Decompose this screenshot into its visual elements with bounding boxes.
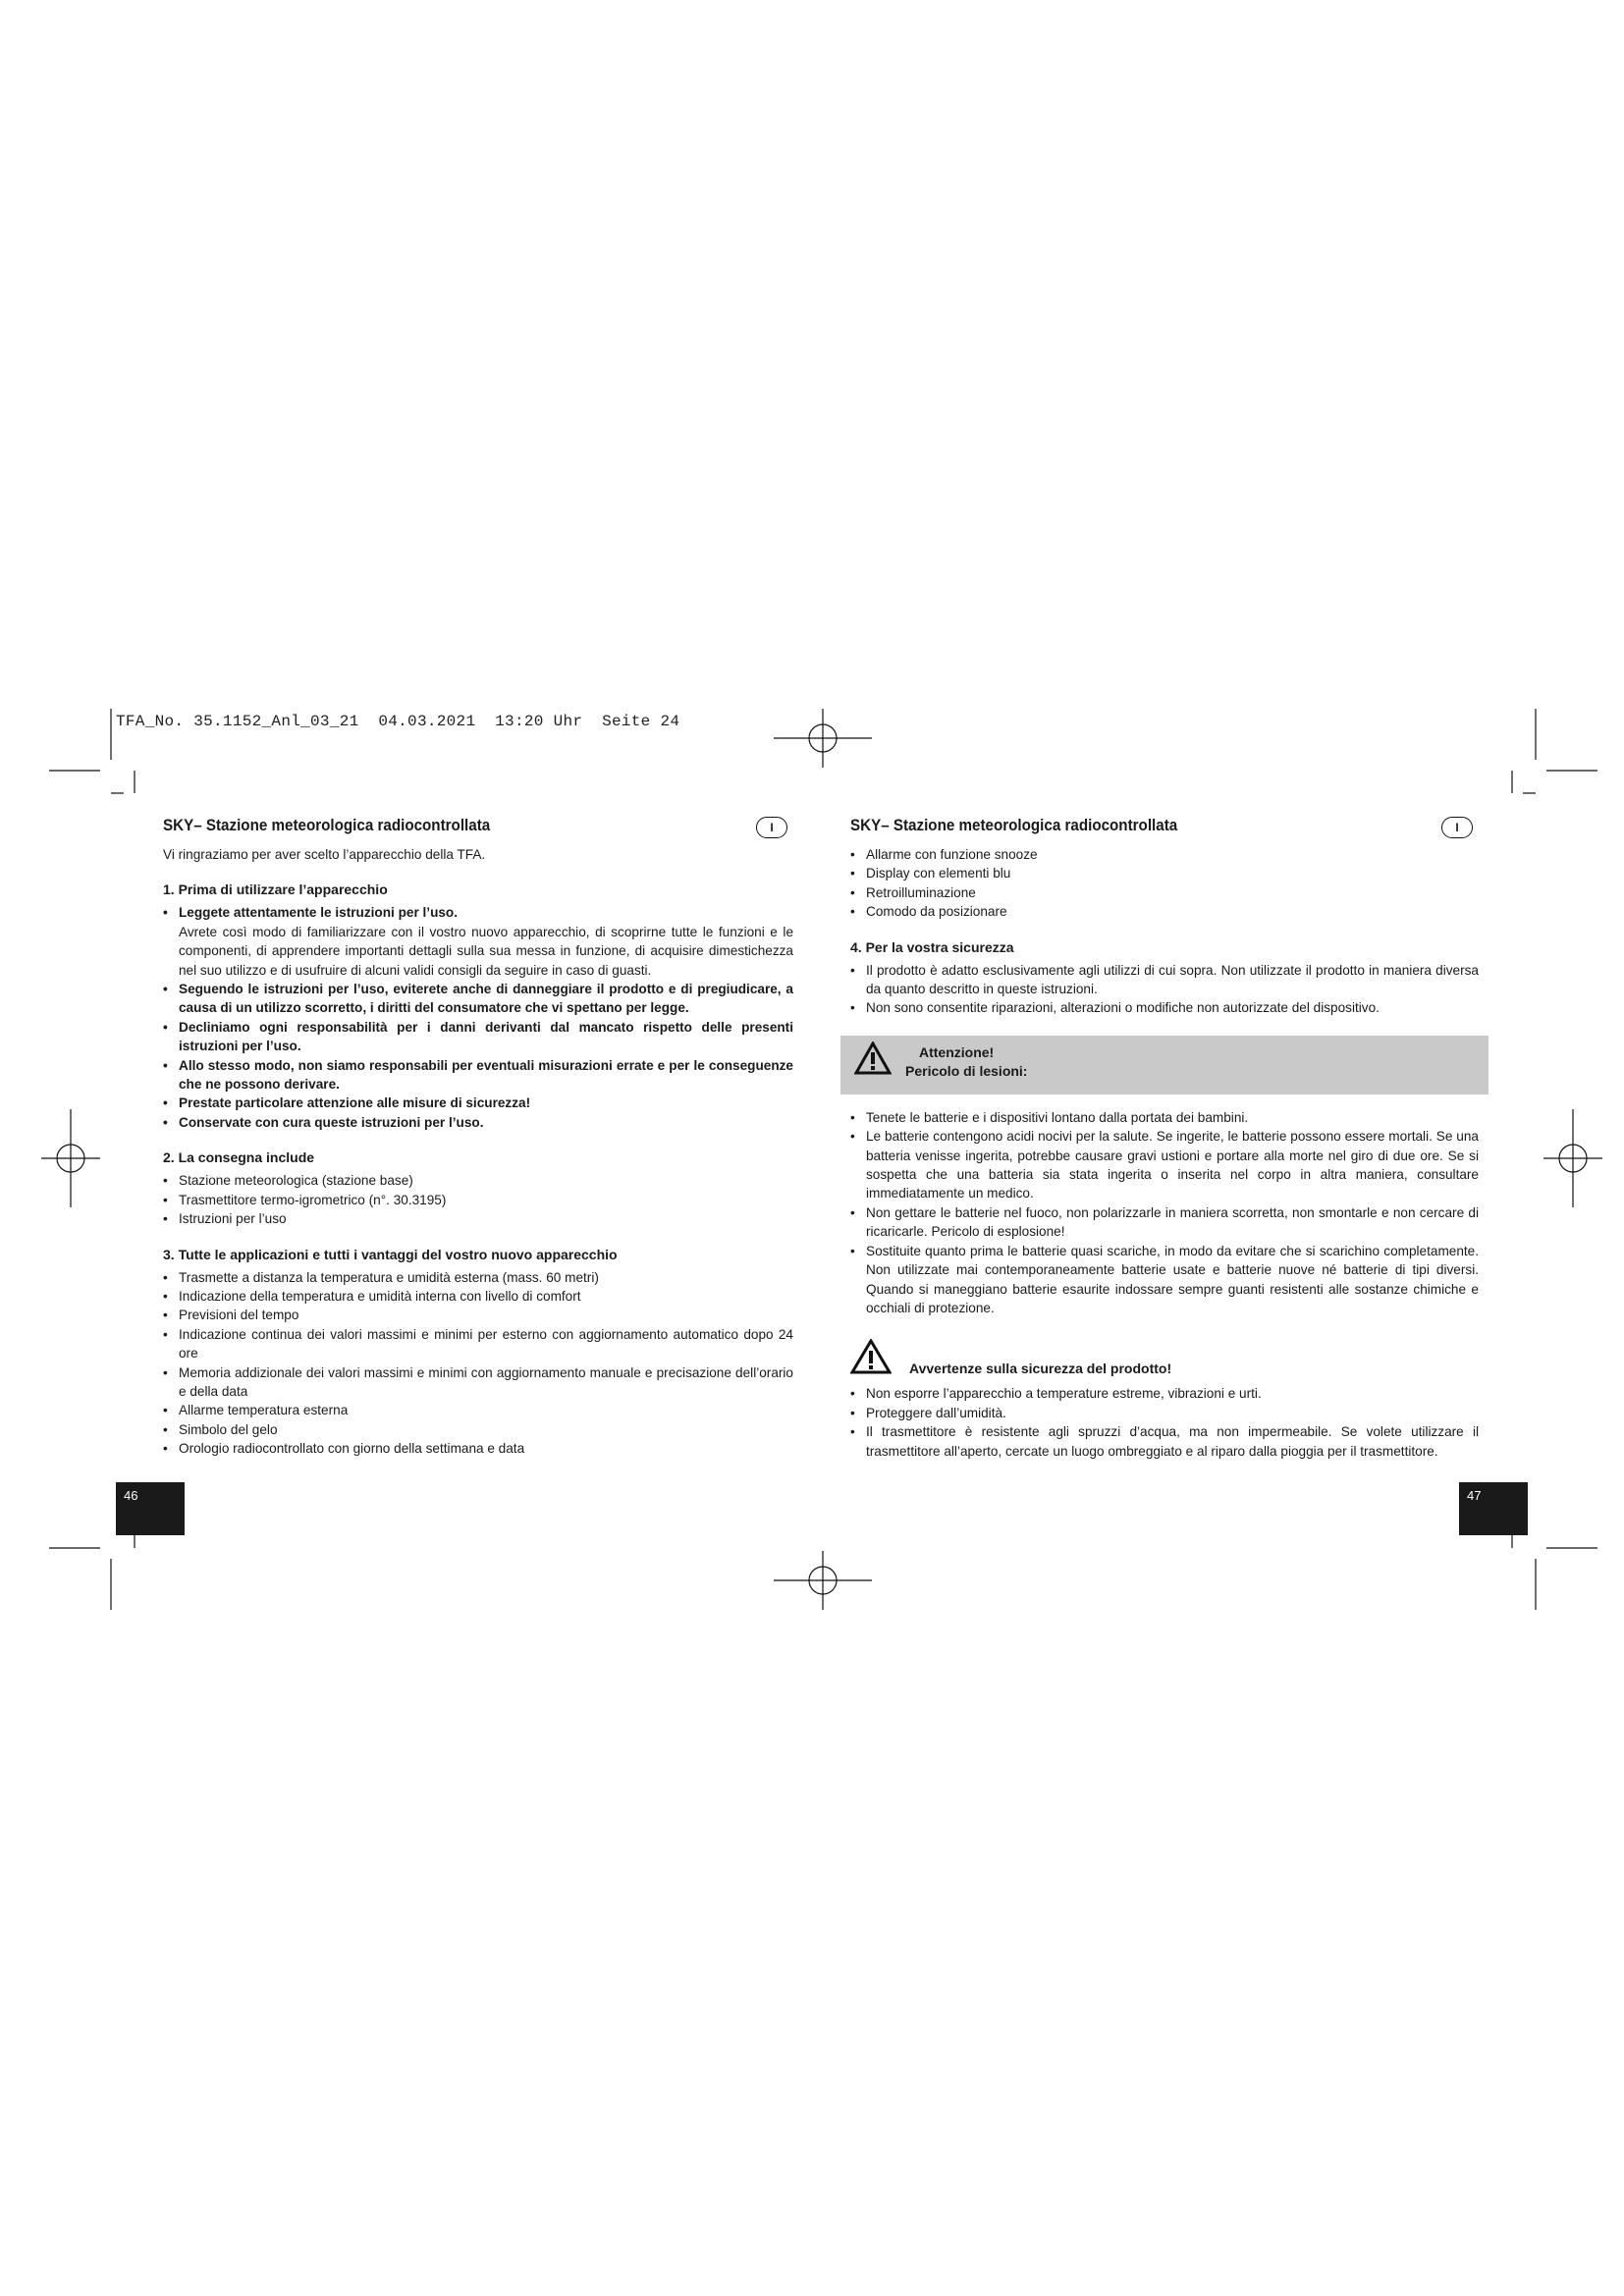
list-item: • Previsioni del tempo [163,1306,793,1324]
list-item: • Conservate con cura queste istruzioni per l’uso. [163,1113,793,1132]
list-item: • Le batterie contengono acidi nocivi per la salute. Se ingerite, le batterie possono essere mortali. Se una batteria venisse ingerita, potrebbe causare gravi ustioni e portare alla morte nel giro di due ore. Se si sospetta che una batteria sia stata ingerita o inserita nel corpo in altra maniera, consultare immediatamente un medico. [850,1127,1479,1203]
list-item: • Leggete attentamente le istruzioni per l’uso. [163,903,793,922]
features-continued-list [850,845,1479,922]
page-number-right: 47 [1459,1482,1528,1535]
list-item: • Trasmette a distanza la temperatura e umidità esterna (mass. 60 metri) [163,1268,793,1287]
list-item: • Non esporre l’apparecchio a temperature estreme, vibrazioni e urti. [850,1384,1479,1403]
list-item: • Indicazione continua dei valori massimi e minimi per esterno con aggiornamento automatico dopo 24 ore [163,1325,793,1363]
list-item: • Allo stesso modo, non siamo responsabili per eventuali misurazioni errate e per le conseguenze che ne possono derivare. [163,1056,793,1095]
language-badge-right: I [1441,817,1473,838]
list-item: • Seguendo le istruzioni per l’uso, eviterete anche di danneggiare il prodotto e di pregiudicare, a causa di un utilizzo scorretto, i diritti del consumatore che vi spettano per legge. [163,980,793,1018]
warning-subtitle: Pericolo di lesioni: [905,1062,1028,1079]
list-item: • Decliniamo ogni responsabilità per i danni derivanti dal mancato rispetto delle presenti istruzioni per l’uso. [163,1018,793,1056]
list-item: • Comodo da posizionare [850,902,1479,921]
list-item: • Tenete le batterie e i dispositivi lontano dalla portata dei bambini. [850,1108,1479,1127]
list-item: • Non sono consentite riparazioni, alterazioni o modifiche non autorizzate del dispositivo. [850,998,1479,1017]
list-item: • Memoria addizionale dei valori massimi e minimi con aggiornamento manuale e precisazione dell’orario e della data [163,1363,793,1402]
product-safety-heading: Avvertenze sulla sicurezza del prodotto! [909,1361,1172,1377]
list-item: • Orologio radiocontrollato con giorno della settimana e data [163,1439,793,1458]
list-item: • Allarme temperatura esterna [163,1401,793,1419]
section-heading: 2. La consegna include [163,1149,315,1166]
page-number-left: 46 [116,1482,185,1535]
section-2-list [163,1171,793,1228]
list-item: • Allarme con funzione snooze [850,845,1479,864]
section-heading: 1. Prima di utilizzare l’apparecchio [163,881,388,898]
intro-text: Vi ringraziamo per aver scelto l’apparecchio della TFA. [163,847,486,862]
page-title: SKY– Stazione meteorologica radiocontrollata [163,817,491,834]
list-item: • Simbolo del gelo [163,1420,793,1439]
product-safety-list [850,1384,1479,1461]
list-item: • Trasmettitore termo-igrometrico (n°. 30.3195) [163,1191,793,1209]
list-item: • Indicazione della temperatura e umidità interna con livello di comfort [163,1287,793,1306]
section-heading: 3. Tutte le applicazioni e tutti i vantaggi del vostro nuovo apparecchio [163,1246,618,1262]
read-body-text: Avrete così modo di familiarizzare con il vostro nuovo apparecchio, di scoprirne tutte le funzioni e le componenti, di apprendere importanti dettagli sulla sua messa in funzione, di acquisire dimestichezza nel suo utilizzo e di usufruire di alcuni validi consigli da seguire in caso di guasti. [179,924,793,978]
list-item: • Proteggere dall’umidità. [850,1404,1479,1422]
right-page [850,817,1479,1461]
product-safety-header [850,1335,1479,1384]
list-item: • Istruzioni per l’uso [163,1209,793,1228]
list-item: • Prestate particolare attenzione alle misure di sicurezza! [163,1094,793,1112]
section-heading: 4. Per la vostra sicurezza [850,938,1014,955]
section-1-bold-list [163,980,793,1132]
list-item: • Il trasmettitore è resistente agli spruzzi d’acqua, ma non impermeabile. Se volete utilizzare il trasmettitore all’aperto, cercate un luogo ombreggiato e al riparo dalla pioggia per il trasmettitore. [850,1422,1479,1461]
section-4-list [850,961,1479,1018]
list-item: • Display con elementi blu [850,864,1479,882]
list-item: • Retroilluminazione [850,883,1479,902]
warning-text [905,1043,1027,1081]
warning-triangle-icon [854,1041,892,1075]
list-item: • Non gettare le batterie nel fuoco, non polarizzarle in maniera scorretta, non smontarle e non cercare di ricaricarle. Pericolo di esplosione! [850,1203,1479,1242]
page-title: SKY– Stazione meteorologica radiocontrollata [850,817,1178,834]
language-badge-left: I [756,817,787,838]
section-3-list [163,1268,793,1459]
list-item: • Stazione meteorologica (stazione base) [163,1171,793,1190]
warning-triangle-icon [850,1339,892,1374]
battery-warning-list [850,1108,1479,1317]
list-item: • Il prodotto è adatto esclusivamente agli utilizzi di cui sopra. Non utilizzate il prodotto in maniera diversa da quanto descritto in queste istruzioni. [850,961,1479,999]
printer-slug: TFA_No. 35.1152_Anl_03_21 04.03.2021 13:20 Uhr Seite 24 [116,713,680,730]
injury-warning-box [840,1036,1489,1095]
warning-title: Attenzione! [919,1043,995,1060]
section-1-list [163,903,793,922]
left-page [163,817,793,1459]
list-item: • Sostituite quanto prima le batterie quasi scariche, in modo da evitare che si scarichino completamente. Non utilizzate mai contemporaneamente batterie usate e batterie nuove né batterie di tipi diversi. Quando si maneggiano batterie esaurite indossare sempre guanti resistenti alle sostanze chimiche e occhiali di protezione. [850,1242,1479,1318]
